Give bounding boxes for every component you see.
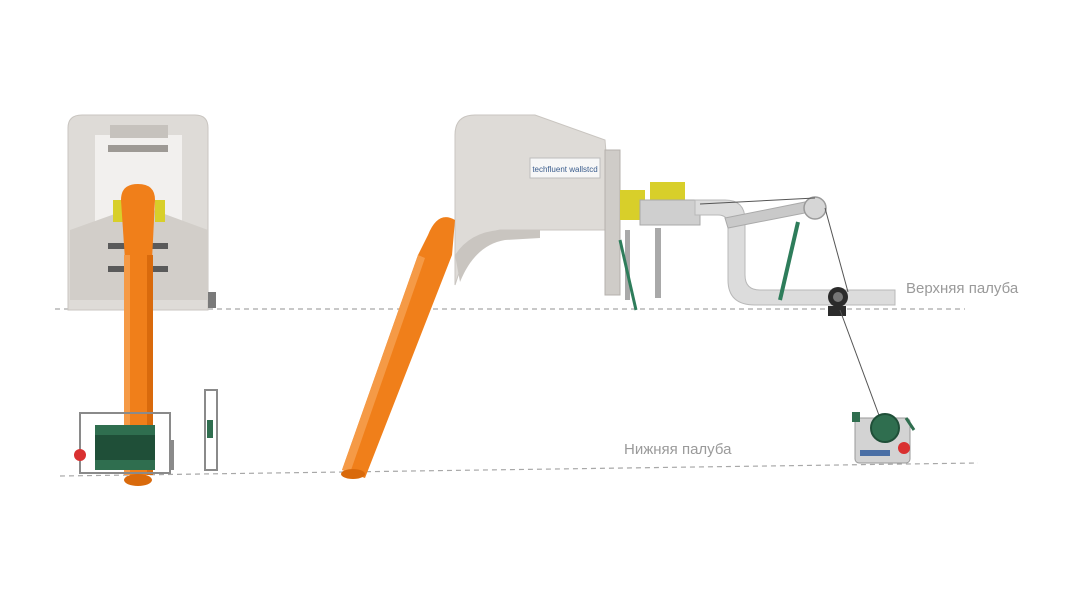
- upper-deck-label: Верхняя палуба: [906, 280, 1019, 297]
- side-mount: [620, 182, 700, 310]
- lower-deck-label: Нижняя палуба: [624, 441, 732, 458]
- side-hood: [455, 115, 620, 295]
- cable: [700, 198, 880, 418]
- front-view: [68, 115, 217, 486]
- side-view: [341, 115, 914, 479]
- side-pipe: [695, 197, 895, 316]
- lower-deck-line: [60, 463, 978, 476]
- side-winch: [852, 412, 914, 463]
- logo-text: techfluent wallstcd: [532, 165, 598, 174]
- side-chute: [341, 217, 455, 479]
